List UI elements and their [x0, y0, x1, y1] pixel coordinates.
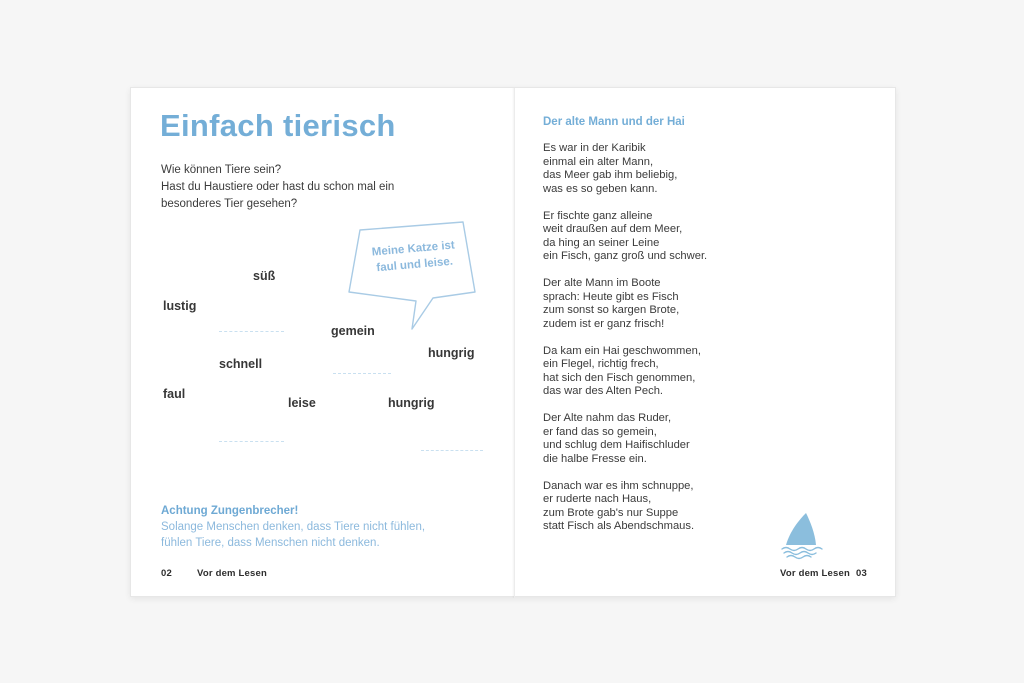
adjective-word: faul [163, 387, 186, 401]
write-in-line [333, 373, 391, 374]
section-label-left: Vor dem Lesen [197, 568, 267, 579]
poem-line: die halbe Fresse ein. [543, 452, 647, 465]
tongue-twister-line-1: Solange Menschen denken, dass Tiere nicht fühlen, [161, 521, 426, 533]
poem-stanza [543, 412, 707, 466]
poem-line: Der Alte nahm das Ruder, [543, 412, 672, 424]
poem-line: was es so geben kann. [543, 182, 658, 195]
poem-line: sprach: Heute gibt es Fisch [543, 290, 679, 303]
tongue-twister-heading: Achtung Zungenbrecher! [161, 505, 299, 517]
poem-stanza [543, 210, 707, 264]
speech-bubble-line-2: faul und leise. [375, 255, 454, 275]
adjective-word: gemein [331, 324, 375, 338]
poem-line: weit draußen auf dem Meer, [543, 223, 683, 235]
poem-line: zudem ist er ganz frisch! [543, 317, 665, 330]
poem-line: er fand das so gemein, [543, 425, 657, 438]
intro-line-3: besonderes Tier gesehen? [161, 198, 298, 210]
write-in-line [219, 441, 284, 442]
adjective-word: leise [288, 396, 316, 410]
poem-line: einmal ein alter Mann, [543, 155, 654, 168]
poem-text [543, 142, 707, 547]
speech-bubble-line-1: Meine Katze ist [371, 239, 456, 259]
poem-stanza [543, 142, 707, 196]
poem-line: ein Fisch, ganz groß und schwer. [543, 250, 708, 262]
page-left [131, 88, 514, 598]
adjective-word: hungrig [428, 346, 475, 360]
poem-line: zum sonst so kargen Brote, [543, 304, 680, 316]
poem-line: Der alte Mann im Boote [543, 277, 661, 289]
poem-line: Er fischte ganz alleine [543, 209, 653, 222]
write-in-line [219, 331, 284, 332]
page-right [514, 88, 897, 598]
poem-line: Da kam ein Hai geschwommen, [543, 344, 701, 357]
poem-line: hat sich den Fisch genommen, [543, 371, 696, 384]
page-number-left: 02 [161, 568, 172, 579]
poem-line: das war des Alten Pech. [543, 385, 664, 397]
intro-line-2: Hast du Haustiere oder hast du schon mal ein [161, 181, 395, 193]
adjective-word: süß [253, 269, 276, 283]
speech-bubble [346, 219, 481, 334]
write-in-line [421, 450, 483, 451]
poem-line: zum Brote gab's nur Suppe [543, 506, 679, 519]
section-label-right: Vor dem Lesen [780, 568, 850, 579]
page-seam-divider [512, 88, 514, 598]
poem-stanza [543, 345, 707, 399]
poem-line: Danach war es ihm schnuppe, [543, 479, 694, 492]
poem-title: Der alte Mann und der Hai [543, 116, 685, 128]
poem-stanza [543, 480, 707, 534]
poem-stanza [543, 277, 707, 331]
intro-line-1: Wie können Tiere sein? [161, 164, 282, 176]
poem-line: ein Flegel, richtig frech, [543, 358, 659, 370]
adjective-word: schnell [219, 357, 263, 371]
page-title: Einfach tierisch [160, 108, 396, 143]
tongue-twister-line-2: fühlen Tiere, dass Menschen nicht denken. [161, 537, 380, 549]
tongue-twister-note [161, 503, 425, 551]
poem-line: da hing an seiner Leine [543, 236, 660, 249]
poem-line: er ruderte nach Haus, [543, 493, 652, 505]
intro-text [161, 162, 394, 213]
poem-line: das Meer gab ihm beliebig, [543, 169, 678, 181]
book-spread [130, 87, 896, 597]
adjective-word: hungrig [388, 396, 435, 410]
poem-line: statt Fisch als Abendschmaus. [543, 520, 695, 532]
poem-line: und schlug dem Haifischluder [543, 439, 690, 451]
poem-line: Es war in der Karibik [543, 142, 646, 154]
shark-fin-icon [775, 512, 829, 562]
page-number-right: 03 [856, 568, 867, 579]
adjective-word: lustig [163, 299, 197, 313]
